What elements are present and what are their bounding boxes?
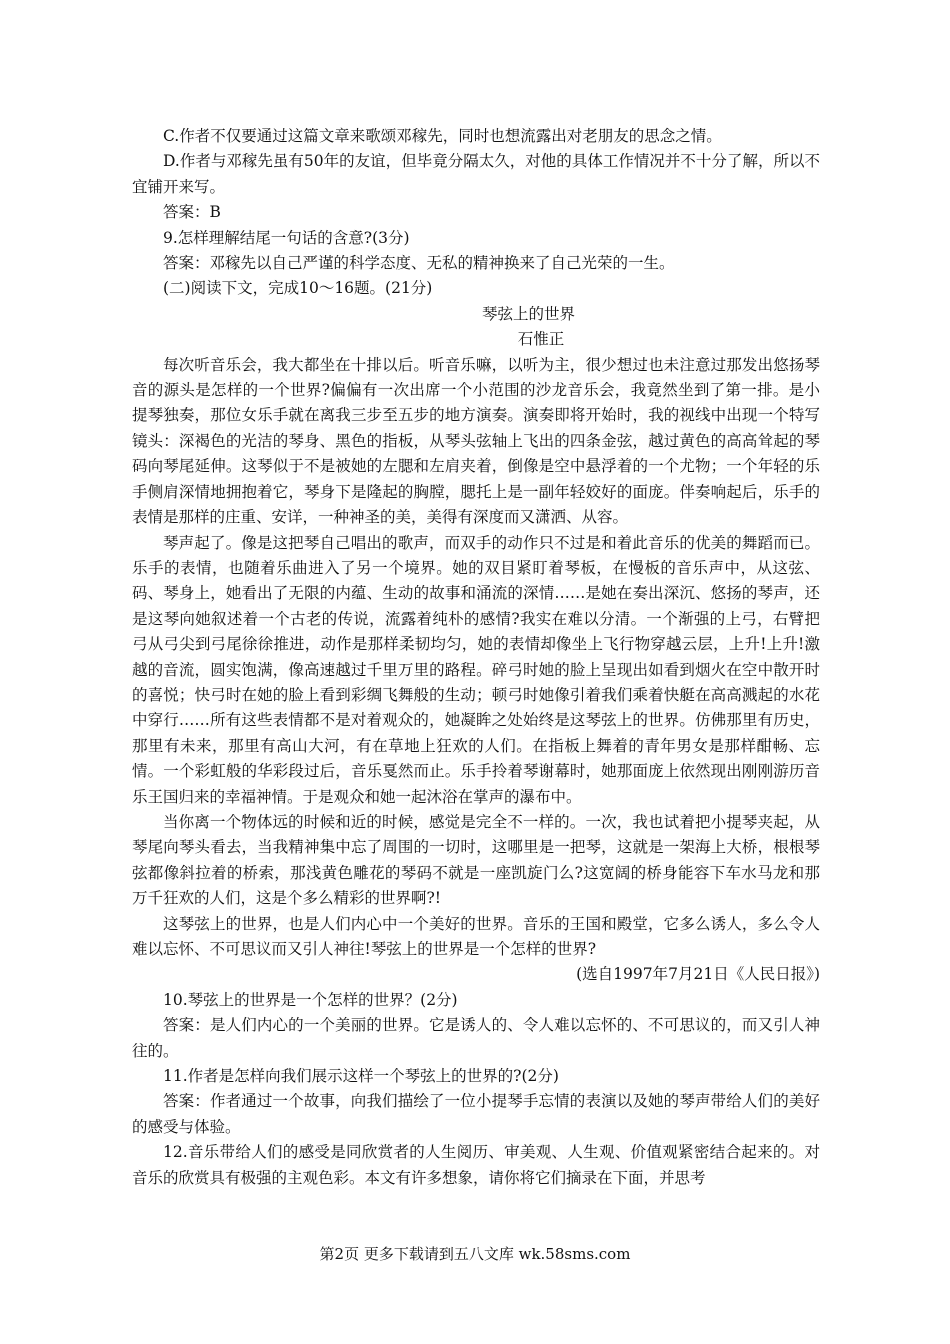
question-10: 10.琴弦上的世界是一个怎样的世界？(2分) — [163, 990, 458, 1009]
article-source: (选自1997年7月21日《人民日报》) — [576, 965, 820, 984]
article-paragraph: 当你离一个物体远的时候和近的时候，感觉是完全不一样的。一次，我也试着把小提琴夹起，从琴尾向琴头看去，当我精神集中忘了周围的一切时，这哪里是一把琴，这就是一架海上大桥，根根琴弦都像斜拉着的桥索，那浅黄色雕花的琴码不就是一座凯旋门么?这宽阔的桥身能容下车水马龙和那万千狂欢的人们，这是个多么精彩的世界啊?! — [132, 812, 820, 908]
answer-10: 答案：是人们内心的一个美丽的世界。它是诱人的、令人难以忘怀的、不可思议的，而又引人神往的。 — [132, 1016, 820, 1060]
option-c-text: C.作者不仅要通过这篇文章来歌颂邓稼先，同时也想流露出对老朋友的思念之情。 — [163, 127, 722, 145]
question-9: 9.怎样理解结尾一句话的含意?(3分) — [163, 228, 410, 247]
article-title: 琴弦上的世界 — [481, 304, 575, 323]
page-footer: 第2页 更多下载请到五八文库 wk.58sms.com — [319, 1245, 631, 1263]
article-paragraph: 琴声起了。像是这把琴自己唱出的歌声，而双手的动作只不过是和着此音乐的优美的舞蹈而已。乐手的表情，也随着乐曲进入了另一个境界。她的双目紧盯着琴板，在慢板的音乐声中，从这弦、码、琴身上，她看出了无限的内蕴、生动的故事和涌流的深情……是她在奏出深沉、悠扬的琴声，还是这琴向她叙述着一个古老的传说，流露着纯朴的感情?我实在难以分清。一个渐强的上弓，右臂把弓从弓尖到弓尾徐徐推进，动作是那样柔韧均匀，她的表情却像坐上飞行物穿越云层，上升!上升!激越的音流，圆实饱满，像高速越过千里万里的路程。碎弓时她的脸上呈现出如看到烟火在空中散开时的喜悦；快弓时在她的脸上看到彩绸飞舞般的生动；顿弓时她像引着我们乘着快艇在高高溅起的水花中穿行……所有这些表情都不是对着观众的，她凝眸之处始终是这琴弦上的世界。仿佛那里有历史，那里有未来，那里有高山大河，有在草地上狂欢的人们。在指板上舞着的青年男女是那样酣畅、忘情。一个彩虹般的华彩段过后，音乐戛然而止。乐手拎着琴谢幕时，她那面庞上依然现出刚刚游历音乐王国归来的幸福神情。于是观众和她一起沐浴在掌声的瀑布中。 — [132, 533, 820, 806]
document-body — [132, 124, 820, 1191]
article-author: 石惟正 — [517, 330, 565, 349]
answer-8: 答案：B — [163, 203, 221, 222]
option-d-text: D.作者与邓稼先虽有50年的友谊，但毕竟分隔太久，对他的具体工作情况并不十分了解，所以不宜铺开来写。 — [132, 152, 820, 196]
section-heading: (二)阅读下文，完成10～16题。(21分) — [163, 279, 433, 298]
article-paragraph: 每次听音乐会，我大都坐在十排以后。听音乐嘛，以听为主，很少想过也未注意过那发出悠扬琴音的源头是怎样的一个世界?偏偏有一次出席一个小范围的沙龙音乐会，我竟然坐到了第一排。是小提琴独奏，那位女乐手就在离我三步至五步的地方演奏。演奏即将开始时，我的视线中出现一个特写镜头：深褐色的光洁的琴身、黑色的指板，从琴头弦轴上飞出的四条金弦，越过黄色的高高耸起的琴码向琴尾延伸。这琴似于不是被她的左腮和左肩夹着，倒像是空中悬浮着的一个尤物；一个年轻的乐手侧肩深情地拥抱着它，琴身下是隆起的胸膛，腮托上是一副年轻姣好的面庞。伴奏响起后，乐手的表情是那样的庄重、安详，一种神圣的美，美得有深度而又潇洒、从容。 — [132, 355, 820, 527]
question-11: 11.作者是怎样向我们展示这样一个琴弦上的世界的?(2分) — [163, 1067, 559, 1086]
answer-9: 答案：邓稼先以自己严谨的科学态度、无私的精神换来了自己光荣的一生。 — [163, 254, 675, 273]
question-12: 12.音乐带给人们的感受是同欣赏者的人生阅历、审美观、人生观、价值观紧密结合起来的。对音乐的欣赏具有极强的主观色彩。本文有许多想象，请你将它们摘录在下面，并思考 — [132, 1143, 820, 1187]
article-paragraph: 这琴弦上的世界，也是人们内心中一个美好的世界。音乐的王国和殿堂，它多么诱人，多么令人难以忘怀、不可思议而又引人神往!琴弦上的世界是一个怎样的世界? — [132, 914, 820, 958]
answer-11: 答案：作者通过一个故事，向我们描绘了一位小提琴手忘情的表演以及她的琴声带给人们的美好的感受与体验。 — [132, 1092, 820, 1136]
